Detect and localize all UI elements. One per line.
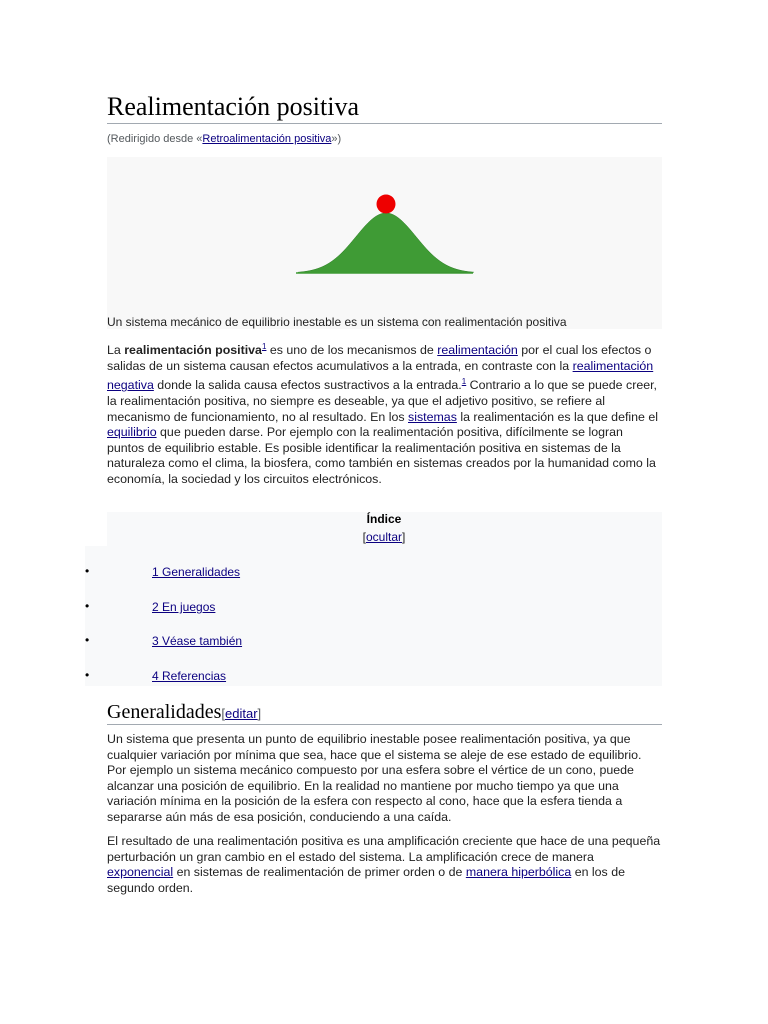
- link-realimentacion-negativa[interactable]: realimentación negativa: [107, 358, 654, 393]
- title-divider: [107, 123, 662, 124]
- edit-open: [: [221, 706, 226, 721]
- intro-text-5: Contrario a lo que se puede creer, la realimentación positiva, no siempre es deseable, ya que el adjetivo positivo, se refiere al mecanismo de funcionamiento, no al resultado. En los: [107, 378, 657, 424]
- link-sistemas[interactable]: sistemas: [408, 409, 457, 424]
- redirect-link[interactable]: Retroalimentación positiva: [202, 133, 332, 145]
- intro-text-4: donde la salida causa efectos sustractivos a la entrada.: [153, 378, 462, 393]
- redirect-prefix: (Redirigido desde «: [107, 133, 203, 145]
- link-exponencial[interactable]: exponencial: [107, 865, 174, 880]
- edit-section-control: [221, 706, 261, 721]
- toc-bullet: •: [85, 564, 90, 578]
- figure: [107, 157, 662, 329]
- intro-text-6: la realimentación es la que define el: [456, 409, 659, 424]
- reference-link-1[interactable]: 1: [261, 342, 267, 351]
- p2-text-1: El resultado de una realimentación positiva es una amplificación creciente que hace de una pequeña perturbación un gran cambio en el estado del sistema. La amplificación crece de manera: [107, 834, 661, 864]
- toc-link-en-juegos[interactable]: 2 En juegos: [152, 600, 216, 614]
- toc-hide-link[interactable]: ocultar: [365, 530, 403, 544]
- edit-section-link[interactable]: editar: [225, 706, 258, 721]
- figure-caption: Un sistema mecánico de equilibrio inestable es un sistema con realimentación positiva: [107, 315, 567, 329]
- unstable-equilibrium-illustration: [107, 157, 662, 329]
- toc-link-vease-tambien[interactable]: 3 Véase también: [152, 634, 243, 648]
- generalidades-paragraph-1: Un sistema que presenta un punto de equilibrio inestable posee realimentación positiva, ya que cualquier variación por mínima que sea, hace que el sistema se aleje de ese estado de equilibrio. Por ejemplo un sistema mecánico compuesto por una esfera sobre el vértice de un cono, puede alcanzar una posición de equilibrio. En la realidad no mantiene por mucho tiempo ya que una variación mínima en la posición de la esfera con respecto al cono, hace que la esfera tienda a separarse aún más de esa posición, conduciendo a una caída.: [107, 732, 642, 824]
- link-manera-hiperbolica[interactable]: manera hiperbólica: [465, 865, 572, 880]
- intro-bold-term: realimentación positiva: [124, 343, 262, 358]
- p2-text-3: en los de segundo orden.: [107, 865, 625, 895]
- cone-shape: [298, 213, 474, 273]
- intro-text-3: por el cual los efectos o salidas de un sistema causan efectos acumulativos a la entrada, en contraste con la: [107, 343, 652, 373]
- section-heading-text: Generalidades: [107, 701, 222, 723]
- toc-title: Índice: [366, 512, 402, 526]
- ball-shape: [377, 195, 396, 214]
- reference-link-2[interactable]: 1: [461, 377, 467, 387]
- toc-bullet: •: [85, 668, 90, 682]
- section-heading-generalidades: [107, 699, 261, 727]
- toc-hide-control: [0, 530, 768, 544]
- toc-link-referencias[interactable]: 4 Referencias: [152, 669, 227, 683]
- redirect-notice: [107, 133, 341, 145]
- toc-bullet: •: [85, 633, 90, 647]
- section-divider: [107, 724, 662, 725]
- redirect-suffix: »): [331, 133, 342, 145]
- toc-link-generalidades[interactable]: 1 Generalidades: [152, 565, 241, 579]
- page-title: Realimentación positiva: [107, 92, 359, 121]
- intro-paragraph: [107, 339, 663, 488]
- generalidades-paragraph-2: [107, 834, 663, 896]
- toc-bullet: •: [85, 599, 90, 613]
- toc-hide-open: [: [362, 530, 366, 544]
- intro-text-7: que pueden darse. Por ejemplo con la realimentación positiva, difícilmente se logran puntos de equilibrio estable. Es posible identificar la realimentación positiva en sistemas de la naturaleza como el clima, la biosfera, como también en sistemas creados por la humanidad como la economía, la sociedad y los circuitos electrónicos.: [107, 425, 656, 486]
- intro-text-1: La: [107, 343, 125, 358]
- intro-text-2: es uno de los mecanismos de: [266, 343, 438, 358]
- toc-hide-close: ]: [402, 530, 406, 544]
- edit-close: ]: [257, 706, 262, 721]
- link-equilibrio[interactable]: equilibrio: [107, 425, 157, 440]
- link-realimentacion[interactable]: realimentación: [437, 343, 518, 358]
- p2-text-2: en sistemas de realimentación de primer orden o de: [173, 865, 466, 880]
